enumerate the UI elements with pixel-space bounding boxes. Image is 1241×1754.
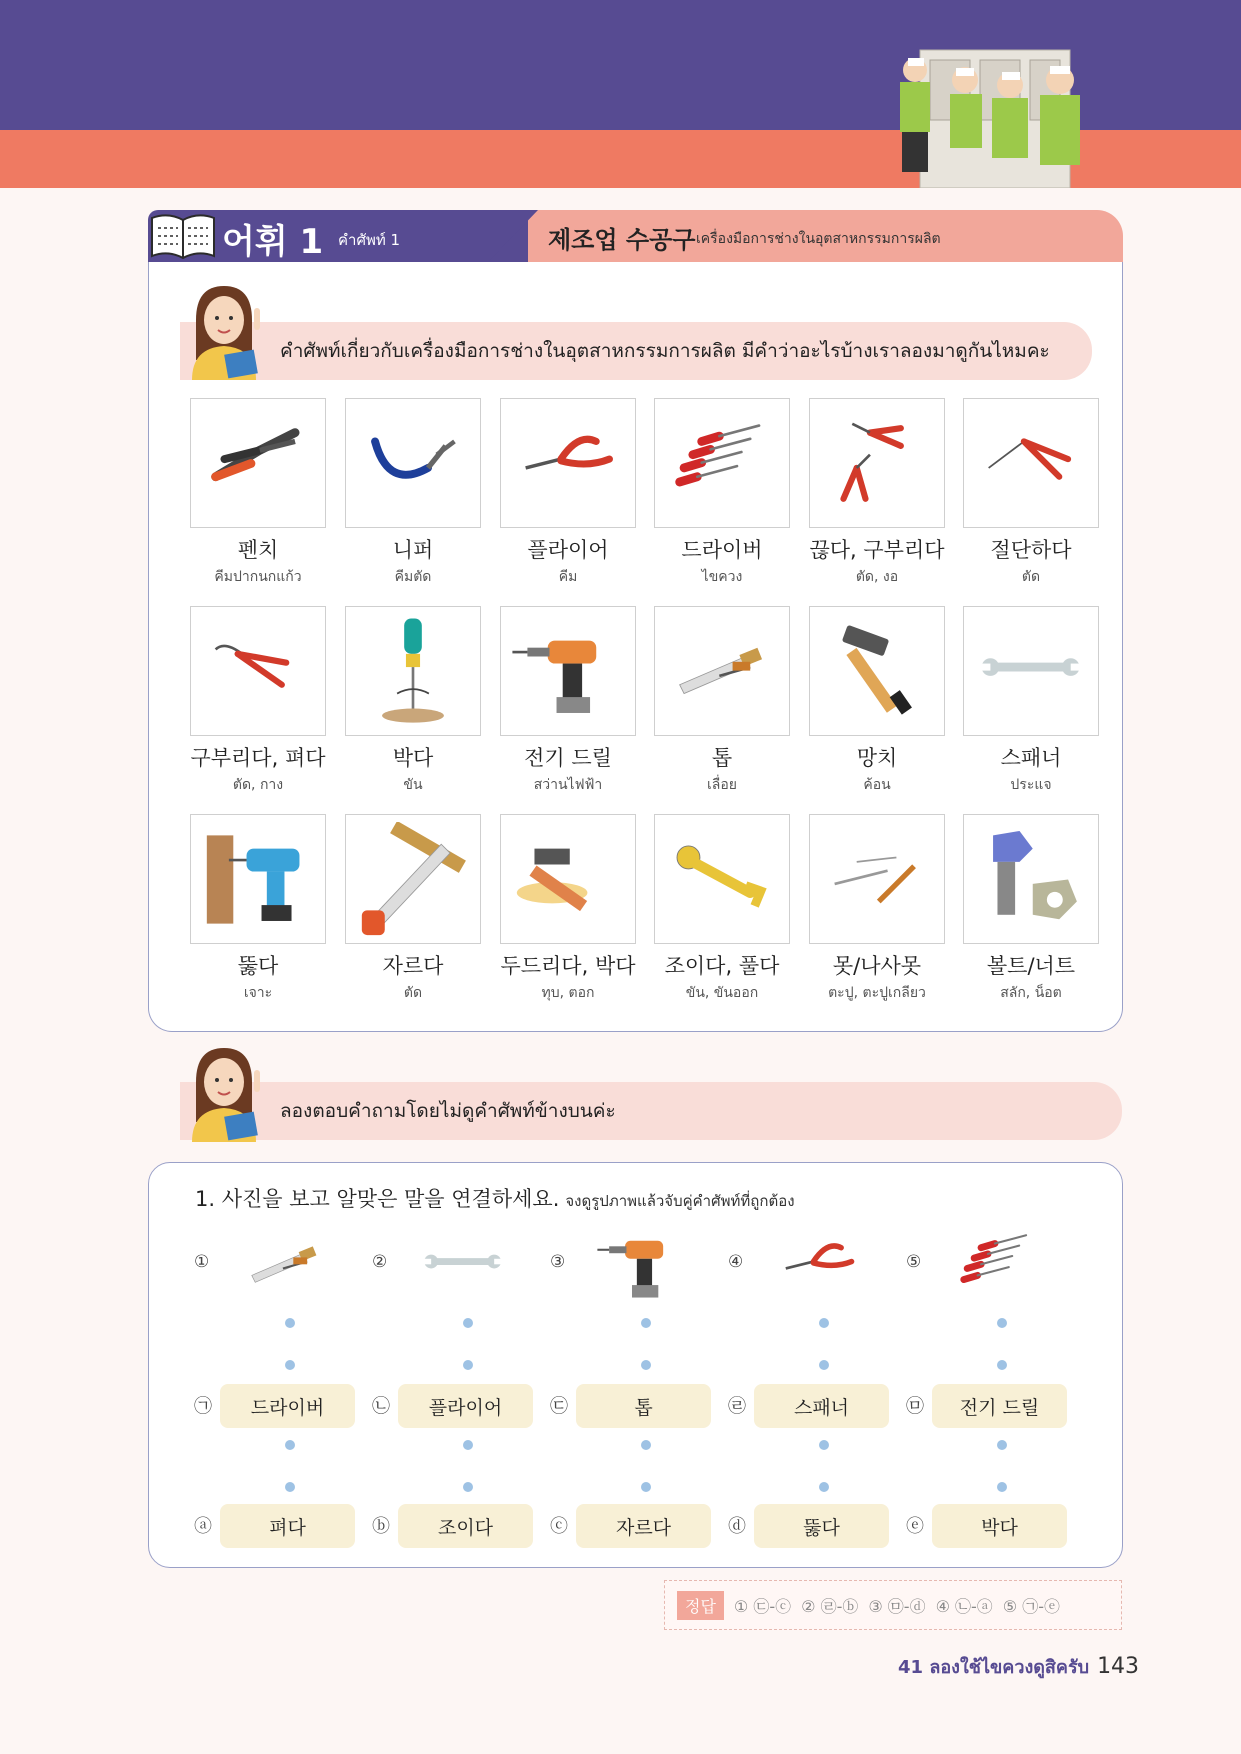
connector-dot[interactable] bbox=[641, 1318, 651, 1328]
cut-bend-icon bbox=[817, 406, 937, 521]
vocab-word-ko: 드라이버 bbox=[681, 538, 763, 562]
noun-mark: ㉠ bbox=[194, 1396, 212, 1417]
vocab-word-th: สว่านไฟฟ้า bbox=[533, 777, 603, 793]
vocab-card bbox=[654, 814, 790, 1004]
vocab-image bbox=[345, 606, 481, 736]
practice-speech-text: ลองตอบคำถามโดยไม่ดูคำศัพท์ข้างบนค่ะ bbox=[280, 1100, 616, 1122]
noun-mark: ㉢ bbox=[550, 1396, 568, 1417]
vocab-image bbox=[809, 606, 945, 736]
wrench-tighten-icon bbox=[662, 822, 782, 937]
hammer-icon bbox=[817, 614, 937, 729]
book-icon bbox=[148, 212, 218, 260]
lesson-banner bbox=[148, 210, 1123, 262]
connector-dot[interactable] bbox=[819, 1318, 829, 1328]
connector-dot[interactable] bbox=[463, 1482, 473, 1492]
vocab-image bbox=[963, 398, 1099, 528]
vocab-word-ko: 못/나사못 bbox=[832, 954, 922, 978]
matching-picture bbox=[942, 1225, 1052, 1305]
connector-dot[interactable] bbox=[997, 1360, 1007, 1370]
verb-option[interactable]: 박다 bbox=[932, 1504, 1067, 1548]
screwdrivers-icon bbox=[947, 1220, 1047, 1310]
matching-picture bbox=[586, 1225, 696, 1305]
matching-picture bbox=[764, 1225, 874, 1305]
vocab-word-ko: 망치 bbox=[856, 746, 898, 770]
vocab-word-th: ตัด, งอ bbox=[855, 569, 899, 585]
verb-option[interactable]: 조이다 bbox=[398, 1504, 533, 1548]
bend-straighten-icon bbox=[198, 614, 318, 729]
spanner-icon bbox=[413, 1220, 513, 1310]
answer-item: ③ ㉤-ⓓ bbox=[868, 1596, 926, 1616]
vocab-card bbox=[190, 606, 326, 796]
noun-option[interactable]: 전기 드릴 bbox=[932, 1384, 1067, 1428]
vocab-word-th: คีมปากนกแก้ว bbox=[214, 569, 302, 585]
vocab-word-ko: 전기 드릴 bbox=[524, 746, 612, 770]
connector-dot[interactable] bbox=[997, 1318, 1007, 1328]
long-nose-pliers-icon bbox=[769, 1220, 869, 1310]
vocab-card bbox=[190, 398, 326, 588]
verb-mark: ⓔ bbox=[906, 1516, 924, 1537]
vocab-word-th: สลัก, น็อต bbox=[1000, 985, 1062, 1001]
vocab-word-th: ตัด, กาง bbox=[232, 777, 284, 793]
long-nose-pliers-icon bbox=[508, 406, 628, 521]
vocab-image bbox=[345, 814, 481, 944]
page-footer bbox=[898, 1652, 1139, 1681]
vocab-card bbox=[500, 606, 636, 796]
verb-mark: ⓑ bbox=[372, 1516, 390, 1537]
vocab-card bbox=[500, 814, 636, 1004]
vocab-word-th: ประแจ bbox=[1010, 777, 1052, 793]
vocab-word-th: ตะปู, ตะปูเกลียว bbox=[828, 985, 926, 1001]
vocab-image bbox=[500, 398, 636, 528]
verb-mark: ⓐ bbox=[194, 1516, 212, 1537]
teacher-avatar bbox=[178, 280, 270, 380]
verb-option[interactable]: 펴다 bbox=[220, 1504, 355, 1548]
picture-number: ③ bbox=[550, 1252, 566, 1272]
vocab-card bbox=[809, 398, 945, 588]
picture-number: ⑤ bbox=[906, 1252, 922, 1272]
screwdrivers-icon bbox=[662, 406, 782, 521]
connector-dot[interactable] bbox=[285, 1360, 295, 1370]
vocab-image bbox=[190, 398, 326, 528]
vocab-image bbox=[190, 606, 326, 736]
vocab-word-ko: 자르다 bbox=[382, 954, 444, 978]
drilling-icon bbox=[198, 822, 318, 937]
vocab-word-th: คีม bbox=[558, 569, 578, 585]
vocab-card bbox=[500, 398, 636, 588]
vocab-image bbox=[500, 606, 636, 736]
vocab-word-th: ไขควง bbox=[701, 569, 743, 585]
vocab-word-ko: 플라이어 bbox=[527, 538, 609, 562]
nail-screw-icon bbox=[817, 822, 937, 937]
vocab-card bbox=[963, 398, 1099, 588]
vocab-card bbox=[809, 606, 945, 796]
noun-mark: ㉡ bbox=[372, 1396, 390, 1417]
intro-speech-bubble bbox=[180, 322, 1092, 380]
noun-option[interactable]: 스패너 bbox=[754, 1384, 889, 1428]
connector-dot[interactable] bbox=[997, 1482, 1007, 1492]
answer-tag: 정답 bbox=[677, 1591, 724, 1620]
connector-dot[interactable] bbox=[819, 1360, 829, 1370]
vocab-word-ko: 조이다, 풀다 bbox=[664, 954, 780, 978]
vocab-word-ko: 뚫다 bbox=[237, 954, 279, 978]
intro-speech-text: คำศัพท์เกี่ยวกับเครื่องมือการช่างในอุตสาหกรรมการผลิต มีคำว่าอะไรบ้างเราลองมาดูกันไหมคะ bbox=[280, 340, 1050, 362]
cutting-icon bbox=[971, 406, 1091, 521]
answer-box bbox=[664, 1580, 1122, 1630]
answer-item: ② ㉣-ⓑ bbox=[801, 1596, 859, 1616]
practice-speech-bubble bbox=[180, 1082, 1122, 1140]
noun-mark: ㉣ bbox=[728, 1396, 746, 1417]
connector-dot[interactable] bbox=[463, 1440, 473, 1450]
vocab-word-th: ตัด bbox=[1021, 569, 1041, 585]
vocab-image bbox=[963, 606, 1099, 736]
vocab-card bbox=[345, 814, 481, 1004]
matching-picture bbox=[408, 1225, 518, 1305]
verb-mark: ⓒ bbox=[550, 1516, 568, 1537]
connector-dot[interactable] bbox=[997, 1440, 1007, 1450]
connector-dot[interactable] bbox=[285, 1482, 295, 1492]
answer-item: ④ ㉡-ⓐ bbox=[935, 1596, 993, 1616]
page-title-th: เครื่องมือการช่างในอุตสาหกรรมการผลิต bbox=[696, 231, 941, 247]
verb-option[interactable]: 뚫다 bbox=[754, 1504, 889, 1548]
picture-number: ② bbox=[372, 1252, 388, 1272]
vocab-word-th: ทุบ, ตอก bbox=[541, 985, 595, 1001]
answer-item: ⑤ ㉠-ⓔ bbox=[1002, 1596, 1061, 1616]
sawing-icon bbox=[353, 822, 473, 937]
connector-dot[interactable] bbox=[641, 1440, 651, 1450]
connector-dot[interactable] bbox=[641, 1482, 651, 1492]
hammering-icon bbox=[508, 822, 628, 937]
vocab-image bbox=[500, 814, 636, 944]
noun-mark: ㉤ bbox=[906, 1396, 924, 1417]
vocab-card bbox=[190, 814, 326, 1004]
verb-mark: ⓓ bbox=[728, 1516, 746, 1537]
electric-drill-icon bbox=[591, 1220, 691, 1310]
vocab-image bbox=[654, 606, 790, 736]
vocab-word-th: ค้อน bbox=[863, 777, 891, 793]
noun-option[interactable]: 플라이어 bbox=[398, 1384, 533, 1428]
electric-drill-icon bbox=[508, 614, 628, 729]
connector-dot[interactable] bbox=[641, 1360, 651, 1370]
vocab-word-ko: 니퍼 bbox=[392, 538, 434, 562]
vocab-image bbox=[654, 398, 790, 528]
vocab-card bbox=[963, 606, 1099, 796]
vocab-word-th: เลื่อย bbox=[707, 777, 737, 793]
lesson-label: 어휘 1 bbox=[222, 222, 324, 262]
vocab-image bbox=[809, 398, 945, 528]
factory-workers-illustration bbox=[880, 40, 1100, 188]
answer-item: ① ㉢-ⓒ bbox=[733, 1596, 792, 1616]
vocab-image bbox=[654, 814, 790, 944]
lesson-label-th: คำศัพท์ 1 bbox=[338, 231, 401, 249]
saw-icon bbox=[662, 614, 782, 729]
vocab-word-ko: 스패너 bbox=[1000, 746, 1062, 770]
vocab-card bbox=[963, 814, 1099, 1004]
vocab-word-ko: 톱 bbox=[711, 746, 733, 770]
picture-number: ④ bbox=[728, 1252, 744, 1272]
vocab-image bbox=[963, 814, 1099, 944]
screw-in-icon bbox=[353, 614, 473, 729]
vocab-card bbox=[809, 814, 945, 1004]
connector-dot[interactable] bbox=[819, 1482, 829, 1492]
vocab-card bbox=[654, 606, 790, 796]
question-title bbox=[195, 1183, 795, 1213]
banner-slant bbox=[488, 210, 538, 262]
saw-icon bbox=[235, 1220, 335, 1310]
connector-dot[interactable] bbox=[463, 1318, 473, 1328]
nipper-icon bbox=[353, 406, 473, 521]
connector-dot[interactable] bbox=[285, 1440, 295, 1450]
vocab-word-th: ตัด bbox=[403, 985, 423, 1001]
vocab-word-ko: 두드리다, 박다 bbox=[500, 954, 636, 978]
connector-dot[interactable] bbox=[285, 1318, 295, 1328]
vocab-word-ko: 구부리다, 펴다 bbox=[190, 746, 326, 770]
vocab-image bbox=[809, 814, 945, 944]
bolt-nut-icon bbox=[971, 822, 1091, 937]
vocab-word-ko: 박다 bbox=[392, 746, 434, 770]
vocab-card bbox=[345, 606, 481, 796]
vocab-word-th: คีมตัด bbox=[394, 569, 432, 585]
vocab-word-th: ขัน, ขันออก bbox=[685, 985, 759, 1001]
vocab-word-ko: 볼트/너트 bbox=[986, 954, 1076, 978]
vocab-word-ko: 끊다, 구부리다 bbox=[809, 538, 945, 562]
connector-dot[interactable] bbox=[463, 1360, 473, 1370]
vocab-word-ko: 펜치 bbox=[237, 538, 279, 562]
spanner-icon bbox=[971, 614, 1091, 729]
question-text: 1. 사진을 보고 알맞은 말을 연결하세요. bbox=[195, 1187, 560, 1211]
teacher-avatar-2 bbox=[178, 1042, 270, 1142]
vocab-word-th: เจาะ bbox=[243, 985, 273, 1001]
noun-option[interactable]: 드라이버 bbox=[220, 1384, 355, 1428]
vocab-card bbox=[345, 398, 481, 588]
question-text-th: จงดูรูปภาพแล้วจับคู่คำศัพท์ที่ถูกต้อง bbox=[565, 1192, 795, 1210]
noun-option[interactable]: 톱 bbox=[576, 1384, 711, 1428]
vocab-image bbox=[190, 814, 326, 944]
vocab-word-th: ขัน bbox=[403, 777, 423, 793]
vocab-image bbox=[345, 398, 481, 528]
picture-number: ① bbox=[194, 1252, 210, 1272]
connector-dot[interactable] bbox=[819, 1440, 829, 1450]
page-number: 143 bbox=[1097, 1654, 1140, 1679]
footer-lesson: 41 ลองใช้ไขควงดูสิครับ bbox=[898, 1657, 1090, 1678]
vocab-card bbox=[654, 398, 790, 588]
pliers-icon bbox=[198, 406, 318, 521]
page-title: 제조업 수공구 bbox=[548, 226, 696, 254]
matching-picture bbox=[230, 1225, 340, 1305]
verb-option[interactable]: 자르다 bbox=[576, 1504, 711, 1548]
vocab-word-ko: 절단하다 bbox=[990, 538, 1072, 562]
